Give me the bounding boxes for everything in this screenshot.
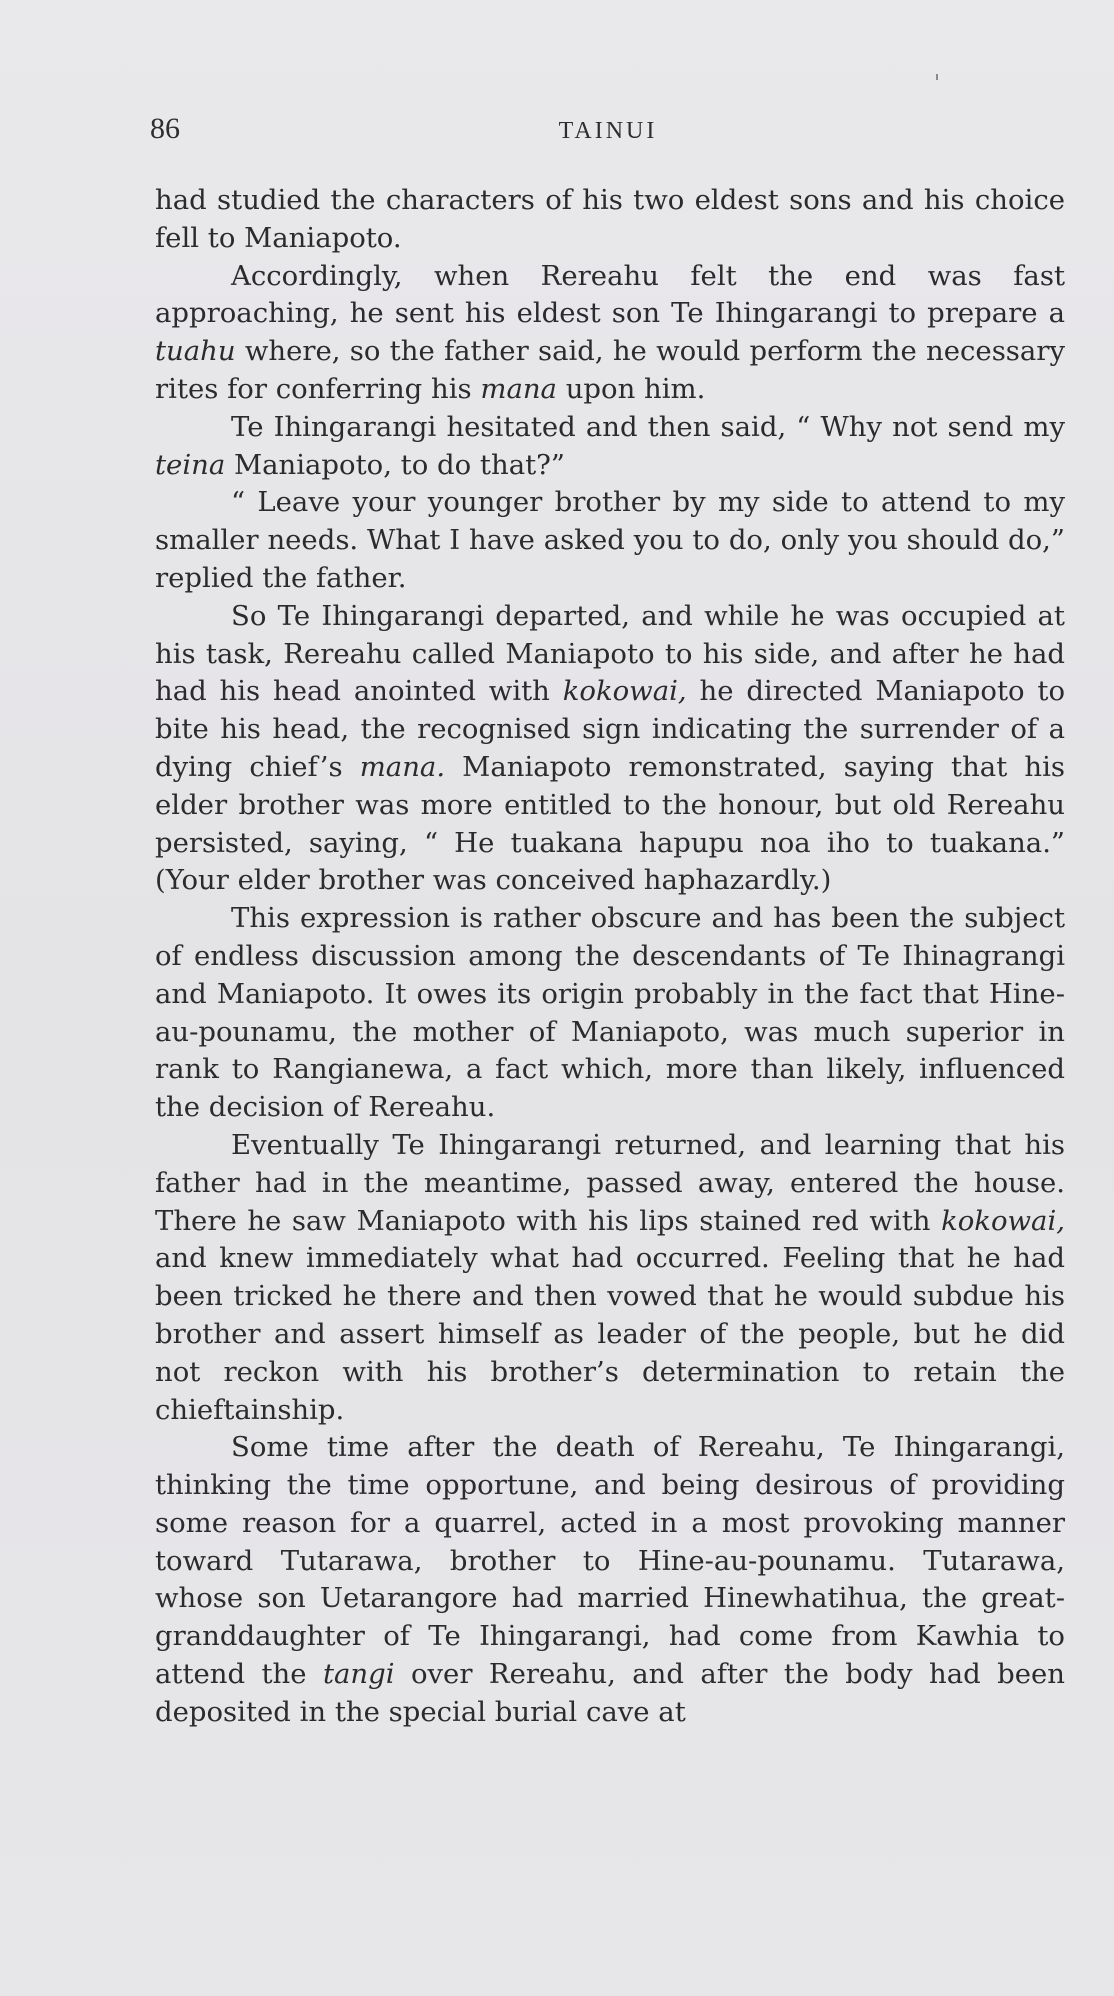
page-number: 86	[150, 112, 180, 145]
paragraph	[155, 409, 1065, 485]
text-run: he directed Maniapoto to bite his head, the recognised sign indicating the surrender of a dying chief’s	[155, 675, 1065, 783]
stray-ink-mark	[936, 74, 938, 80]
text-run: Te Ihingarangi hesitated and then said, “ Why not send my	[231, 410, 1065, 443]
paragraph	[155, 598, 1065, 900]
paragraph	[155, 1429, 1065, 1731]
italic-term: tangi	[322, 1658, 395, 1691]
text-run: Accordingly, when Rereahu felt the end was fast approaching, he sent his eldest son Te Ihingarangi to prepare a	[155, 259, 1065, 330]
text-run: and knew immediately what had occurred. Feeling that he had been tricked he there and then vowed that he would subdue his brother and assert himself as leader of the people, but he did not reckon with his brother’s determination to retain the chieftainship.	[155, 1242, 1065, 1426]
text-run: Some time after the death of Rereahu, Te Ihingarangi, thinking the time opportune, and being desirous of providing some reason for a quarrel, acted in a most provoking manner toward Tutarawa, brother to Hine-au-pounamu. Tutarawa, whose son Uetarangore had married Hinewhatihua, the great-granddaughter of Te Ihingarangi, had come from Kawhia to attend the	[155, 1431, 1065, 1691]
paragraph	[155, 484, 1065, 597]
italic-term: teina	[155, 448, 226, 481]
page-header	[150, 112, 1066, 152]
text-run: “ Leave your younger brother by my side to attend to my smaller needs. What I have asked you to do, only you should do,” replied the father.	[155, 486, 1065, 594]
text-run: Maniapoto, to do that?”	[225, 448, 565, 481]
italic-term: mana.	[359, 750, 446, 783]
running-head: TAINUI	[558, 118, 658, 144]
text-run: where, so the father said, he would perform the necessary rites for conferring his	[155, 335, 1065, 405]
paragraph	[155, 900, 1065, 1127]
text-run: Eventually Te Ihingarangi returned, and learning that his father had in the meantime, passed away, entered the house. There he saw Maniapoto with his lips stained red with	[155, 1128, 1065, 1237]
italic-term: mana	[480, 372, 557, 405]
italic-term: kokowai,	[941, 1204, 1065, 1237]
text-run: This expression is rather obscure and has been the subject of endless discussion among the descendants of Te Ihinagrangi and Maniapoto. It owes its origin probably in the fact that Hine-au-pounamu, the mother of Maniapoto, was much superior in rank to Rangianewa, a fact which, more than likely, influenced the decision of Rereahu.	[155, 902, 1065, 1124]
paragraph	[155, 258, 1065, 409]
paragraph	[155, 182, 1065, 258]
text-run: over Rereahu, and after the body had been deposited in the special burial cave at	[155, 1658, 1065, 1728]
italic-term: kokowai,	[562, 675, 687, 708]
text-run: upon him.	[556, 372, 706, 405]
text-run: So Te Ihingarangi departed, and while he was occupied at his task, Rereahu called Maniapoto to his side, and after he had had his head anointed with	[155, 599, 1065, 708]
text-run: Maniapoto remonstrated, saying that his elder brother was more entitled to the honour, but old Rereahu persisted, saying, “ He tuakana hapupu noa iho to tuakana.” (Your elder brother was conceived haphazardly.)	[155, 750, 1065, 897]
text-run: had studied the characters of his two eldest sons and his choice fell to Maniapoto.	[155, 184, 1065, 254]
body-text	[155, 182, 1065, 1732]
paragraph	[155, 1127, 1065, 1429]
italic-term: tuahu	[155, 335, 236, 368]
